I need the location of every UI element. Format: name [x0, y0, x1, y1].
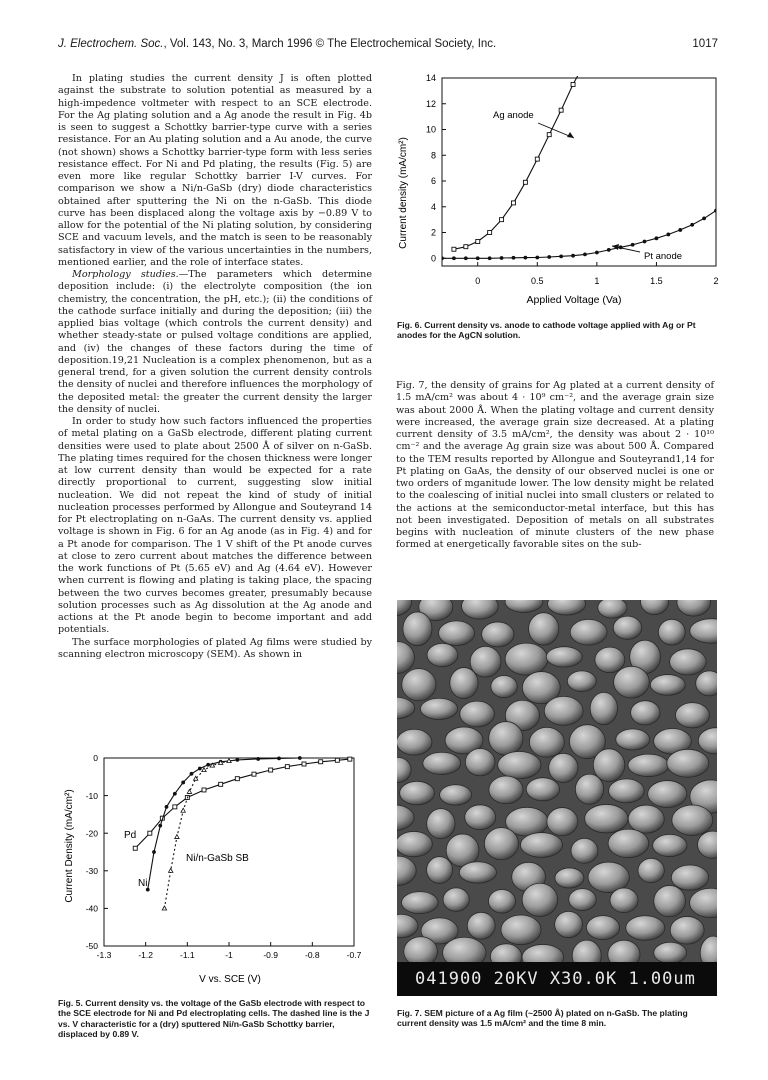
- paragraph: In order to study how such factors influenced the properties of metal plating on a GaSb electrode, different plating current densities were used to plate about 2500 Å of silver on n-GaSb. The plating times required for the chosen thickness were longer at low current density than would be expected for a rate directly proportional to current, suggesting slow initial nucleation. We did not repeat the kind of study of initial nucleation processes performed by Allongue and Souteyrand 14 for Pt electroplating on n-GaAs. The current density vs. applied voltage is shown in Fig. 6 for an Ag anode (as in Fig. 4) and for a Pt anode for comparison. The 1 V shift of the Pt anode curves at close to zero current about matches the difference between the work functions of Pt (5.65 eV) and Ag (4.64 eV). However when current is flowing and plating is taking place, the spacing between the two curves becomes greater, presumably because solution processes such as Ag dissolution at the Ag anode and actions at the Pt anode begin to become important and add potentials.: [58, 416, 372, 636]
- running-header: [58, 38, 718, 54]
- fig6-y-tick-label: 14: [425, 73, 436, 84]
- fig6-x-tick-label: 1.5: [650, 276, 663, 286]
- sem-grain: [670, 916, 704, 944]
- fig5-point-square: [133, 846, 137, 850]
- fig5-point-square: [235, 777, 239, 781]
- sem-grain: [546, 647, 582, 667]
- sem-grain: [570, 619, 607, 645]
- fig6-point-circle: [571, 254, 575, 258]
- fig5-x-tick-label: -0.9: [263, 950, 278, 960]
- fig5-y-tick-label: -50: [85, 941, 98, 952]
- fig5-point-triangle: [175, 835, 179, 839]
- sem-grain: [501, 915, 541, 945]
- fig6-point-square: [571, 82, 575, 86]
- sem-grain: [427, 809, 455, 839]
- sem-grain: [650, 675, 685, 696]
- sem-grain: [590, 692, 617, 724]
- sem-grain: [489, 776, 523, 804]
- sem-grain: [654, 942, 687, 963]
- sem-grain: [616, 729, 650, 750]
- fig6-x-tick-label: 0.5: [531, 276, 544, 286]
- sem-grain: [520, 833, 562, 858]
- fig5-x-tick-label: -0.7: [346, 950, 362, 960]
- fig6-y-axis-label: Current density (mA/cm²): [398, 137, 409, 249]
- fig5-point-circle: [235, 758, 239, 762]
- sem-grain: [549, 753, 578, 782]
- fig6-point-circle: [666, 233, 670, 237]
- fig6-x-tick-label: 0: [475, 276, 481, 286]
- fig5-point-square: [219, 782, 223, 786]
- fig5-series-line-0: [135, 759, 350, 848]
- sem-grain: [614, 666, 650, 698]
- fig6-y-tick-label: 0: [430, 253, 436, 264]
- sem-grain: [529, 727, 564, 757]
- sem-grain: [440, 785, 472, 805]
- sem-grain: [670, 649, 707, 675]
- fig5-point-square: [269, 768, 273, 772]
- sem-grain: [491, 676, 517, 698]
- fig6-point-circle: [678, 228, 682, 232]
- fig6-point-circle: [535, 256, 539, 260]
- fig6-point-square: [547, 133, 551, 137]
- fig5-caption: Fig. 5. Current density vs. the voltage of the GaSb electrode with respect to the SCE electrode for Ni and Pd electroplating cells. The dashed line is the J vs. V characteristic for a (dry) sputtered Ni/n-GaSb Schottky barrier, displaced by 0.89 V.: [58, 998, 370, 1040]
- sem-micrograph: [397, 600, 717, 996]
- sem-grain: [459, 862, 496, 883]
- fig6-point-square: [500, 218, 504, 222]
- sem-grain: [401, 892, 438, 914]
- fig6-point-square: [535, 157, 539, 161]
- fig6-point-square: [476, 240, 480, 244]
- fig6-caption: Fig. 6. Current density vs. anode to cathode voltage applied with Ag or Pt anodes for the AgCN solution.: [397, 320, 696, 341]
- sem-scale-text: 041900 20KV X30.0K 1.00um: [415, 969, 696, 989]
- sem-grain: [608, 829, 649, 858]
- fig5-point-circle: [298, 756, 302, 760]
- sem-grain: [586, 916, 619, 940]
- fig5-point-circle: [152, 850, 156, 854]
- fig6-point-circle: [595, 251, 599, 255]
- sem-grain: [613, 616, 641, 639]
- sem-grain: [675, 703, 709, 728]
- sem-grain: [403, 612, 432, 646]
- fig5-x-tick-label: -1: [225, 950, 233, 960]
- fig5-x-tick-label: -1.3: [96, 950, 112, 960]
- sem-grain: [489, 722, 523, 756]
- fig5-sb-label: Ni/n-GaSb SB: [186, 853, 249, 864]
- sem-grain: [460, 701, 495, 727]
- fig6-y-tick-label: 12: [425, 98, 436, 109]
- sem-grain: [628, 805, 664, 833]
- fig5-point-circle: [190, 772, 194, 776]
- fig5-point-triangle: [187, 789, 191, 793]
- fig5-point-square: [148, 831, 152, 835]
- fig6-point-circle: [440, 256, 444, 260]
- fig5-point-square: [173, 805, 177, 809]
- sem-grain: [658, 619, 685, 645]
- fig5-point-circle: [277, 756, 281, 760]
- page-number: 1017: [692, 38, 718, 50]
- fig5-point-square: [335, 758, 339, 762]
- fig5-point-triangle: [227, 759, 231, 763]
- fig6-point-circle: [702, 216, 706, 220]
- fig5-point-triangle: [168, 868, 172, 872]
- sem-grain: [522, 883, 558, 916]
- fig6-point-square: [559, 108, 563, 112]
- paragraph: The surface morphologies of plated Ag films were studied by scanning electron microscopy (SEM). As shown in: [58, 636, 372, 660]
- right-column: [396, 380, 714, 552]
- sem-grain: [567, 671, 596, 692]
- fig6-y-tick-label: 6: [430, 176, 436, 187]
- sem-grain: [648, 781, 687, 808]
- fig5-x-tick-label: -0.8: [305, 950, 320, 960]
- fig6-point-circle: [488, 256, 492, 260]
- fig5-point-triangle: [162, 906, 166, 910]
- fig5-point-square: [252, 772, 256, 776]
- fig6-y-tick-label: 4: [430, 201, 436, 212]
- fig6-pt-label: Pt anode: [644, 251, 683, 262]
- sem-grain: [571, 838, 598, 863]
- journal-citation: J. Electrochem. Soc., Vol. 143, No. 3, March 1996 © The Electrochemical Society, Inc.: [58, 38, 497, 50]
- sem-grain: [598, 600, 627, 618]
- sem-grain: [671, 865, 708, 890]
- fig5-point-circle: [173, 792, 177, 796]
- sem-grain: [505, 643, 548, 675]
- fig5-point-circle: [256, 757, 260, 761]
- fig6-point-circle: [476, 256, 480, 260]
- fig6-ag-label: Ag anode: [493, 110, 534, 121]
- fig5-point-circle: [198, 767, 202, 771]
- sem-grain: [672, 805, 713, 835]
- sem-grain: [628, 754, 669, 776]
- fig6-point-circle: [523, 256, 527, 260]
- sem-grain: [609, 779, 645, 803]
- fig6-point-circle: [452, 256, 456, 260]
- fig5-point-square: [319, 760, 323, 764]
- fig6-point-circle: [631, 243, 635, 247]
- sem-grain: [569, 889, 596, 911]
- fig6-point-circle: [607, 248, 611, 252]
- sem-grain: [423, 752, 461, 774]
- sem-grain: [610, 888, 638, 913]
- fig6-point-circle: [500, 256, 504, 260]
- fig5-x-tick-label: -1.1: [180, 950, 195, 960]
- sem-grain: [526, 778, 559, 801]
- paragraph: In plating studies the current density J is often plotted against the substrate to solution potential as measured by a high-impedence voltmeter with respect to an SCE electrode. For the Ag plating solution and a Ag anode the result in Fig. 4b is seen to suggest a Schottky barrier-type curve with a series resistance. For an Au plating solution and a Au anode, the curve (not shown) shows a Schottky barrier-type form with less series resistance effect. For Ni and Pd plating, the results (Fig. 5) are even more like regular Schottky barrier I-V curves. For comparison we show a Ni/n-GaSb (dry) diode characteristics obtained after sputtering the Ni on the n-GaSb. This diode curve has been displaced along the voltage axis by −0.89 V to allow for the potential of the Ni plating solution, by considering SCE and vacuum levels, and the match is seen to be reasonably satisfactory in view of the various uncertainties in the numbers, mentioned earlier, and the role of interface states.: [58, 73, 372, 268]
- fig5-point-triangle: [202, 768, 206, 772]
- sem-grain: [626, 916, 665, 940]
- sem-grain: [488, 889, 515, 913]
- sem-grain: [467, 912, 495, 939]
- paragraph: Fig. 7, the density of grains for Ag plated at a current density of 1.5 mA/cm² was about 4 · 10⁹ cm⁻², and the average grain size was about 2000 Å. When the plating voltage and current density were increased, the average grain size decreased. At a plating current density of 3.5 mA/cm², the density was about 2 · 10¹⁰ cm⁻² and the average Ag grain size was about 500 Å. Compared to the TEM results reported by Allongue and Souteyrand1,14 for Pt plating on GaAs, the density of our observed nuclei is one or two orders of mganitude lower. The low density might be related to the coalescing of initial nuclei into small clusters or related to the actions at the semiconductor-metal interface, but this has not been investigated. Deposition of metals on all substrates begins with nucleation of minute clusters of the new phase formed at energetically favorable sites on the sub-: [396, 380, 714, 551]
- fig5-pd-label: Pd: [124, 830, 137, 841]
- fig6-point-circle: [583, 253, 587, 257]
- fig6-point-square: [523, 180, 527, 184]
- sem-grain: [420, 698, 457, 719]
- sem-grain: [544, 696, 583, 725]
- sem-grain: [654, 885, 686, 916]
- fig6-point-square: [488, 231, 492, 235]
- fig6-chart: [392, 66, 722, 312]
- fig5-point-square: [302, 762, 306, 766]
- sem-grain: [439, 621, 475, 646]
- sem-grain: [400, 781, 435, 805]
- fig6-x-tick-label: 2: [713, 276, 719, 286]
- fig5-x-tick-label: -1.2: [138, 950, 153, 960]
- section-title: Morphology studies.: [72, 269, 179, 280]
- fig5-chart: [58, 750, 374, 988]
- sem-grain: [631, 701, 660, 725]
- fig6-point-circle: [512, 256, 516, 260]
- sem-grain: [465, 805, 496, 830]
- fig6-point-circle: [464, 256, 468, 260]
- sem-grain: [465, 748, 495, 775]
- sem-grain: [402, 669, 436, 701]
- sem-grain: [653, 834, 687, 856]
- fig5-point-square: [285, 765, 289, 769]
- fig5-point-square: [348, 757, 352, 761]
- sem-grain: [397, 831, 432, 856]
- fig5-y-tick-label: -40: [85, 903, 98, 914]
- fig6-x-tick-label: 1: [594, 276, 600, 286]
- fig5-ni-label: Ni: [138, 878, 148, 889]
- fig5-point-circle: [165, 805, 169, 809]
- sem-grain: [450, 668, 478, 699]
- sem-grain: [498, 752, 541, 779]
- fig5-y-tick-label: 0: [93, 753, 98, 764]
- fig5-point-circle: [181, 781, 185, 785]
- fig6-point-circle: [643, 240, 647, 244]
- fig6-x-axis-label: Applied Voltage (Va): [526, 294, 622, 306]
- sem-grain: [667, 749, 709, 777]
- sem-grain: [638, 858, 664, 882]
- sem-grain: [575, 774, 603, 804]
- fig5-point-circle: [158, 824, 162, 828]
- fig6-point-circle: [714, 209, 718, 213]
- left-column: [58, 73, 372, 661]
- fig6-point-square: [464, 245, 468, 249]
- sem-grain: [529, 613, 559, 645]
- fig6-y-tick-label: 2: [430, 227, 436, 238]
- paragraph: Morphology studies.—The parameters which determine deposition include: (i) the electrolyte composition (the ion chemistry, the concentration, the pH, etc.); (ii) the conditions of the cathode surface initially and during the deposition; (iii) the applied bias voltage (which controls the current density) and whether steady-state or pulsed voltage conditions are applied, and (iv) the changes of these factors during the time of deposition.19,21 Nucleation is a complex phenomenon, but as a general trend, for a given solution the current density controls the density of nuclei and therefore influences the morphology of the deposited metal: the greater the current density the larger the density of nuclei.: [58, 269, 373, 415]
- fig5-y-axis-label: Current Density (mA/cm²): [64, 789, 75, 903]
- sem-grain: [427, 643, 458, 666]
- fig6-y-tick-label: 10: [425, 124, 436, 135]
- sem-grain: [555, 868, 584, 888]
- sem-grain: [484, 828, 518, 860]
- sem-grain: [547, 808, 578, 836]
- sem-grain: [443, 888, 469, 911]
- fig5-point-triangle: [181, 808, 185, 812]
- sem-grain: [555, 911, 583, 937]
- fig6-point-circle: [655, 236, 659, 240]
- fig7-caption: Fig. 7. SEM picture of a Ag film (~2500 Å) plated on n-GaSb. The plating current density was 1.5 mA/cm² and the time 8 min.: [397, 1008, 688, 1029]
- fig5-point-circle: [206, 763, 210, 767]
- fig6-ag-arrowhead: [567, 132, 574, 138]
- fig6-series-line-0: [454, 66, 597, 249]
- fig5-x-axis-label: V vs. SCE (V): [199, 974, 261, 985]
- fig6-point-square: [511, 201, 515, 205]
- fig6-point-circle: [690, 223, 694, 227]
- fig6-y-tick-label: 8: [430, 150, 436, 161]
- sem-grain: [427, 857, 453, 884]
- fig6-point-circle: [547, 255, 551, 259]
- fig5-y-tick-label: -30: [85, 866, 98, 876]
- fig6-point-circle: [559, 254, 563, 258]
- fig6-point-square: [452, 247, 456, 251]
- sem-grain: [397, 729, 432, 755]
- sem-grain: [585, 804, 628, 833]
- sem-grain: [595, 647, 625, 673]
- fig5-plot-frame: [104, 758, 354, 946]
- fig5-point-square: [202, 788, 206, 792]
- fig5-y-tick-label: -10: [85, 790, 98, 801]
- sem-grain: [482, 622, 514, 647]
- fig5-y-tick-label: -20: [85, 828, 98, 839]
